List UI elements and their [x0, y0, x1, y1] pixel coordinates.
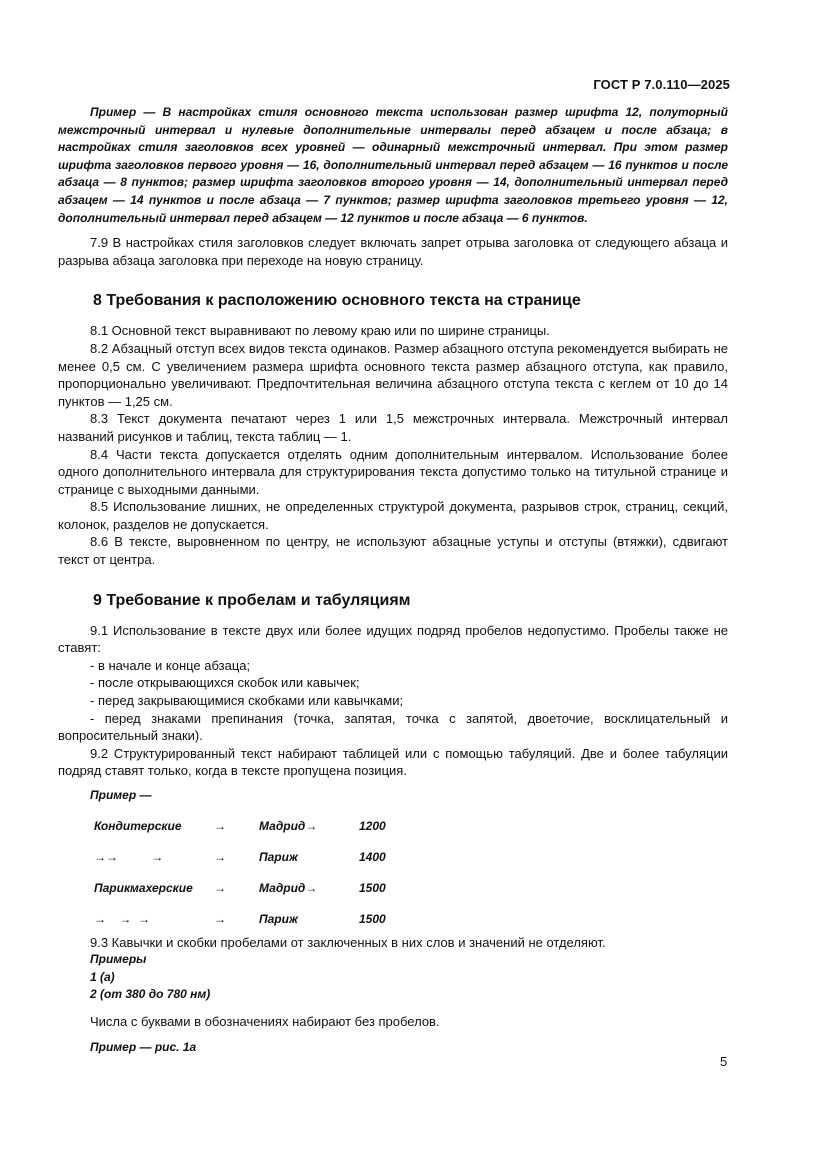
example-item: 1 (а)	[90, 969, 115, 984]
example-paragraph: Пример — В настройках стиля основного текста использован размер шрифта 12, полуторный межстрочный интервал и нулевые дополнительные интервалы перед абзацем и после абзаца; в настройках стиля заголовков всех уровней — одинарный межстрочный интервал. При этом размер шрифта заголовков первого уровня — 16, дополнительный интервал перед абзацем — 16 пунктов и после абзаца — 8 пунктов; размер шрифта заголовков второго уровня — 14, дополнительный интервал перед абзацем — 14 пунктов и после абзаца — 7 пунктов; размер шрифта заголовков третьего уровня — 12, дополнительный интервал перед абзацем — 12 пунктов и после абзаца — 6 пунктов.	[58, 105, 728, 225]
tab-cell: 1400	[359, 849, 386, 864]
paragraph-8-6: 8.6 В тексте, выровненном по центру, не используют абзацные уступы и отступы (втяжки), сдвигают текст от центра.	[58, 534, 728, 568]
tab-cell: Мадрид→	[259, 880, 318, 895]
paragraph-9-3: 9.3 Кавычки и скобки пробелами от заключенных в них слов и значений не отделяют.	[90, 934, 606, 950]
paragraph-numbers: Числа с буквами в обозначениях набирают без пробелов.	[90, 1013, 440, 1029]
paragraph-9-1: 9.1 Использование в тексте двух или более идущих подряд пробелов недопустимо. Пробелы также не ставят:	[58, 622, 728, 656]
tab-row	[94, 881, 728, 912]
tab-cell: →	[214, 849, 226, 864]
tabulation-example	[94, 819, 728, 943]
page-number: 5	[720, 1054, 728, 1069]
tab-cell: Парикмахерские	[94, 880, 193, 895]
tab-cell: 1500	[359, 880, 386, 895]
tab-row	[94, 819, 728, 850]
tab-cell: → → →	[94, 911, 151, 926]
paragraph-8-5: 8.5 Использование лишних, не определенных структурой документа, разрывов строк, страниц, секций, колонок, разделов не допускается.	[58, 499, 728, 532]
list-item: - в начале и конце абзаца;	[90, 657, 251, 673]
paragraph-8-2: 8.2 Абзацный отступ всех видов текста одинаков. Размер абзацного отступа рекомендуется выбирать не менее 0,5 см. С увеличением размера шрифта основного текста размер абзацного отступа, как правило, пропорционально увеличивают. Предпочтительная величина абзацного отступа текста с кеглем от 10 до 14 пунктов — 1,25 см.	[58, 340, 728, 409]
paragraph-8-4: 8.4 Части текста допускается отделять одним дополнительным интервалом. Использование более одного дополнительного интервала для структурирования текста допустимо только на титульной странице и странице с выходными данными.	[58, 446, 728, 497]
tab-cell: →→ →	[94, 849, 164, 864]
tab-cell: Мадрид→	[259, 818, 318, 833]
example-item: 2 (от 380 до 780 нм)	[90, 987, 211, 1002]
paragraph-9-2: 9.2 Структурированный текст набирают таблицей или с помощью табуляций. Две и более табуляции подряд ставят только, когда в тексте пропущена позиция.	[58, 745, 728, 779]
tab-cell: Париж	[259, 849, 298, 864]
example-label: Пример —	[90, 788, 152, 802]
tab-cell: 1200	[359, 818, 386, 833]
examples-label: Примеры	[90, 952, 147, 967]
document-id: ГОСТ Р 7.0.110—2025	[593, 77, 730, 92]
list-item: - после открывающихся скобок или кавычек;	[90, 675, 360, 691]
tab-cell: →	[214, 818, 226, 833]
page-content	[58, 104, 728, 1056]
tab-cell: 1500	[359, 911, 386, 926]
list-item: - перед закрывающимися скобками или кавычками;	[90, 693, 404, 709]
tab-cell: Кондитерские	[94, 818, 182, 833]
paragraph-8-3: 8.3 Текст документа печатают через 1 или 1,5 межстрочных интервала. Межстрочный интервал названий рисунков и таблиц, текста таблиц — 1.	[58, 411, 728, 444]
section-8-title: 8 Требования к расположению основного текста на странице	[93, 292, 581, 310]
section-9-title: 9 Требование к пробелам и табуляциям	[93, 591, 411, 609]
paragraph-8-1: 8.1 Основной текст выравнивают по левому краю или по ширине страницы.	[90, 323, 550, 339]
list-item: - перед знаками препинания (точка, запятая, точка с запятой, двоеточие, восклицательный и вопросительный знаки).	[58, 710, 728, 744]
tab-cell: →	[214, 880, 226, 895]
example-label: Пример — рис. 1а	[90, 1039, 197, 1054]
tab-cell: →	[214, 911, 226, 926]
tab-row	[94, 850, 728, 881]
paragraph-7-9: 7.9 В настройках стиля заголовков следует включать запрет отрыва заголовка от следующего абзаца и разрыва абзаца заголовка при переходе на новую страницу.	[58, 235, 728, 268]
tab-cell: Париж	[259, 911, 298, 926]
